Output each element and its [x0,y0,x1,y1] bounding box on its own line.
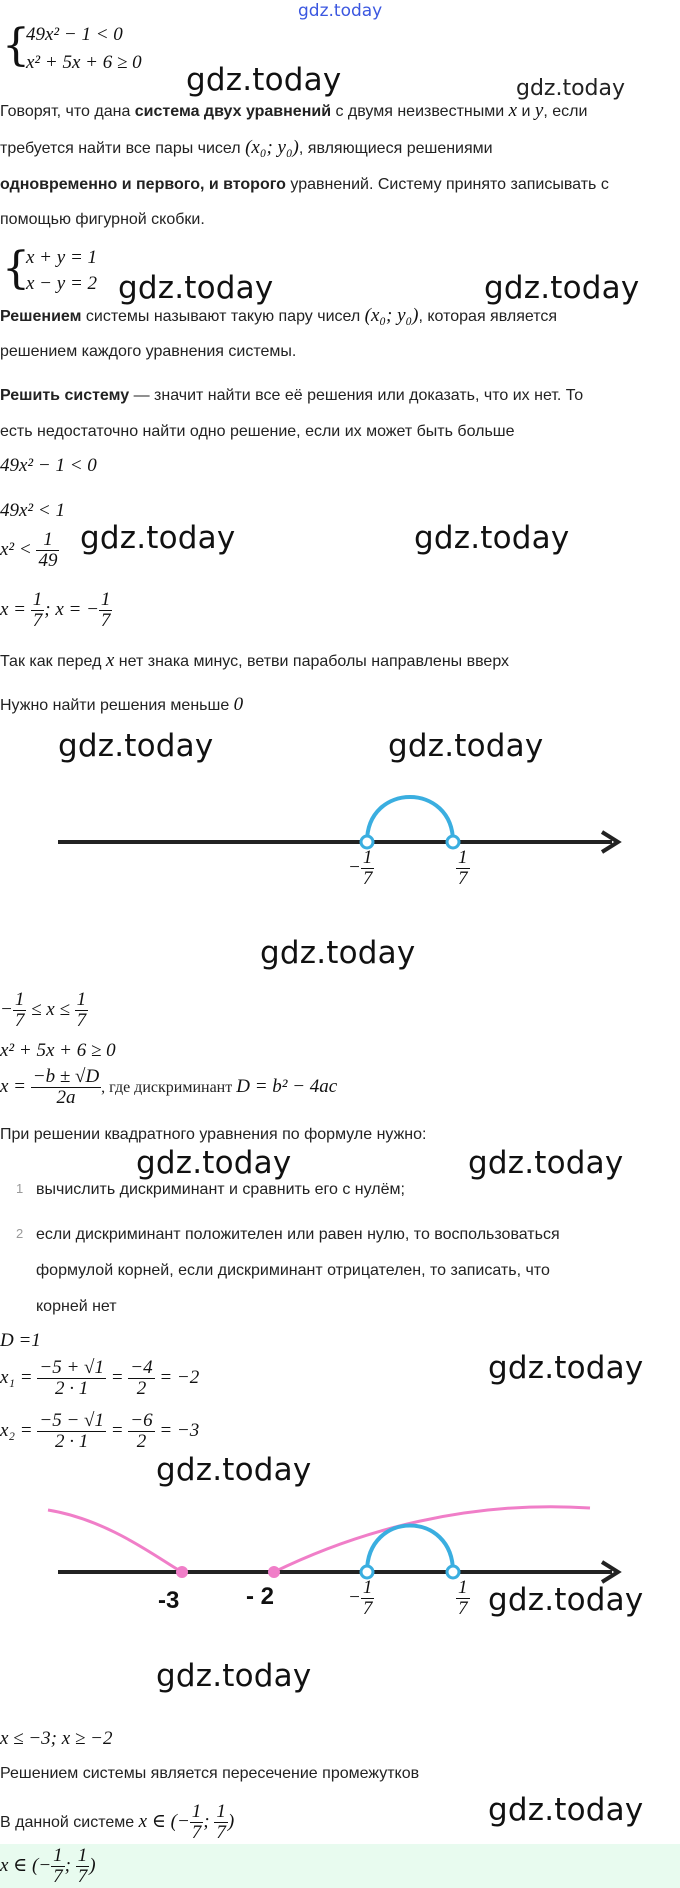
watermark: gdz.today [516,76,626,101]
solve-line-1: Решить систему — значит найти все её решения или доказать, что их нет. То [0,387,584,404]
system-line-2: x² + 5x + 6 ≥ 0 [26,52,142,73]
root-x2: x₂ = $\frac{-5 - √1}{2 \cdot 1}$ = $\frac{-6}{2}$ = −3 [0,1410,200,1452]
example-line-1: x + y = 1 [26,247,98,268]
list-item-line-2: формулой корней, если дискриминант отрицателен, то записать, что [36,1262,550,1279]
watermark: gdz.today [156,1658,312,1694]
definition-line-2: решением каждого уравнения системы. [0,343,297,360]
answer-box [0,1844,680,1888]
axis1-label-neg: − $\frac{1}{7}$ [348,847,373,889]
root-x1: x₁ = $\frac{-5 + √1}{2 \cdot 1}$ = $\frac{-4}{2}$ = −2 [0,1357,200,1399]
parabola-note: Так как перед x нет знака минус, ветви параболы направлены вверх [0,650,510,671]
need-note: Нужно найти решения меньше 0 [0,694,244,715]
intervals: x ≤ −3; x ≥ −2 [0,1728,113,1749]
interval-arc [367,797,453,842]
point-minus-3 [176,1566,188,1578]
example-brace: { [2,243,30,294]
watermark-top: gdz.today [298,1,383,21]
axis2-label-pos: $\frac{1}{7}$ [458,1577,468,1619]
step2-line-1: x² + 5x + 6 ≥ 0 [0,1040,116,1061]
step1-line-4: x = $\frac{1}{7}$ ; x = − $\frac{1}{7}$ [0,589,111,631]
watermark: gdz.today [80,520,236,556]
watermark: gdz.today [484,270,640,306]
intro-line-1: Говорят, что дана система двух уравнений с двумя неизвестными x и y, если [0,100,588,121]
watermark: gdz.today [388,728,544,764]
watermark: gdz.today [186,62,342,98]
watermark: gdz.today [414,520,570,556]
solve-line-2: есть недостаточно найти одно решение, если их может быть больше [0,423,515,440]
step1-line-1: 49x² − 1 < 0 [0,455,97,476]
watermark: gdz.today [468,1145,624,1181]
list-number: 2 [16,1226,24,1241]
step1-line-3: x² < $\frac{1}{49}$ [0,529,58,571]
example-line-2: x − y = 2 [26,273,98,294]
watermark: gdz.today [118,270,274,306]
axis2-label-minus-3: -3 [158,1587,180,1614]
intro-line-3: одновременно и первого, и второго уравнений. Систему принято записывать с [0,176,609,193]
watermark: gdz.today [488,1350,644,1386]
watermark: gdz.today [488,1582,644,1618]
axis2-label-minus-2: - 2 [246,1583,275,1610]
watermark: gdz.today [136,1145,292,1181]
in-system: В данной системе x ∈ (− $\frac{1}{7}$ ; $\frac{1}{7}$ ) [0,1801,235,1843]
intro-line-4: помощью фигурной скобки. [0,211,205,228]
watermark: gdz.today [156,1452,312,1488]
answer: x ∈ (− $\frac{1}{7}$ ; $\frac{1}{7}$ ) [0,1845,96,1887]
point-minus-2 [268,1566,280,1578]
axis2-label-neg: − $\frac{1}{7}$ [348,1577,373,1619]
watermark: gdz.today [58,728,214,764]
intro-line-2: требуется найти все пары чисел (x₀; y₀), являющиеся решениями [0,137,493,158]
step1-result: − $\frac{1}{7}$ ≤ x ≤ $\frac{1}{7}$ [0,989,87,1031]
step1-line-2: 49x² < 1 [0,500,65,521]
watermark: gdz.today [488,1792,644,1828]
parabola-left-branch [48,1510,182,1572]
list-item: вычислить дискриминант и сравнить его с нулём; [36,1181,405,1198]
list-item-line-1: если дискриминант положителен или равен нулю, то воспользоваться [36,1226,560,1243]
number-line-1 [0,770,680,910]
list-item-line-3: корней нет [36,1298,117,1315]
rule-text: При решении квадратного уравнения по формуле нужно: [0,1126,427,1143]
system-line-1: 49x² − 1 < 0 [26,24,123,45]
discriminant-value: D =1 [0,1330,41,1351]
definition-line-1: Решением системы называют такую пару чисел (x₀; y₀), которая является [0,305,558,326]
parabola-right-branch [274,1507,590,1572]
watermark: gdz.today [260,935,416,971]
step2-formula: x = $\frac{-b \pm √D}{2a}$ , где дискриминант D = b² − 4ac [0,1066,338,1108]
axis1-label-pos: $\frac{1}{7}$ [458,847,468,889]
list-number: 1 [16,1181,24,1196]
system-brace: { [2,20,30,71]
intersection-note: Решением системы является пересечение промежутков [0,1765,420,1782]
